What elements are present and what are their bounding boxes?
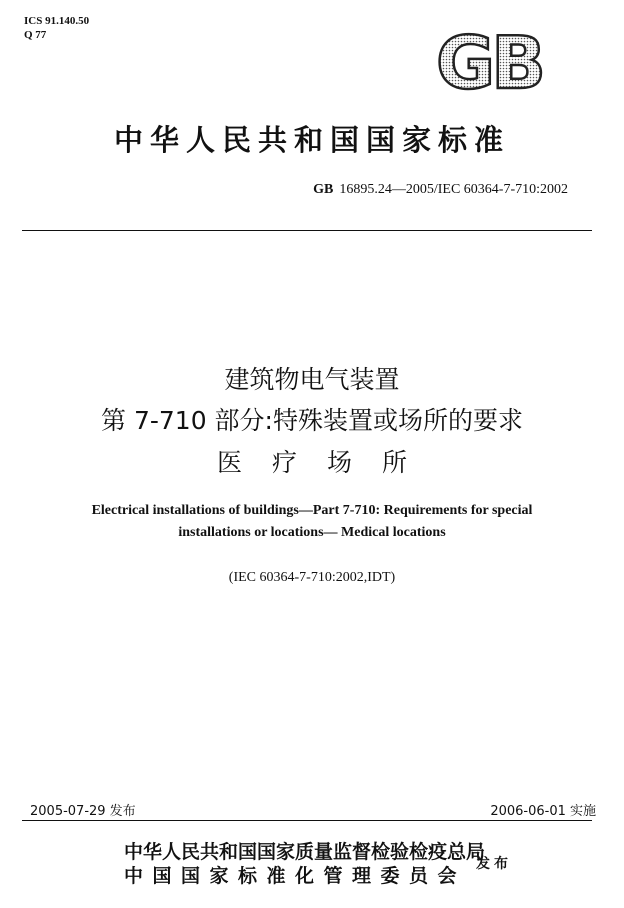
issuer-line2: 中国国家标准化管理委员会 [124, 865, 467, 887]
implementation-date: 2006-06-01 实施 [490, 804, 596, 819]
issue-date: 2005-07-29 发布 [30, 804, 136, 819]
ccs-code: Q 77 [24, 29, 47, 41]
issuer-line1: 中华人民共和国国家质量监督检验检疫总局 [124, 841, 486, 863]
title-en [0, 500, 624, 544]
standard-name: 中华人民共和国国家标准 [113, 123, 510, 157]
ics-code: ICS 91.140.50 [24, 15, 90, 27]
adoption-note: (IEC 60364-7-710:2002,IDT) [228, 570, 396, 585]
title-zh-line2: 第 7-710 部分:特殊装置或场所的要求 [101, 406, 523, 435]
title-en-line1: Electrical installations of buildings—Part 7-710: Requirements for special [91, 503, 533, 518]
issuing-authorities [124, 840, 485, 888]
gb-logo-icon [418, 28, 560, 94]
bottom-divider [22, 820, 592, 821]
title-zh-line1: 建筑物电气装置 [224, 365, 400, 394]
title-en-line2: installations or locations— Medical locations [178, 525, 446, 540]
gb-logo-text: GB [436, 28, 542, 94]
classification-codes [24, 14, 89, 42]
standard-prefix: GB [313, 182, 334, 197]
gb-logo [418, 28, 560, 94]
top-divider [22, 230, 592, 231]
issue-action: 发布 [476, 856, 512, 872]
standard-number [313, 182, 568, 198]
standard-code: 16895.24—2005/IEC 60364-7-710:2002 [339, 182, 568, 197]
title-zh-line3: 医疗场所 [216, 448, 437, 477]
